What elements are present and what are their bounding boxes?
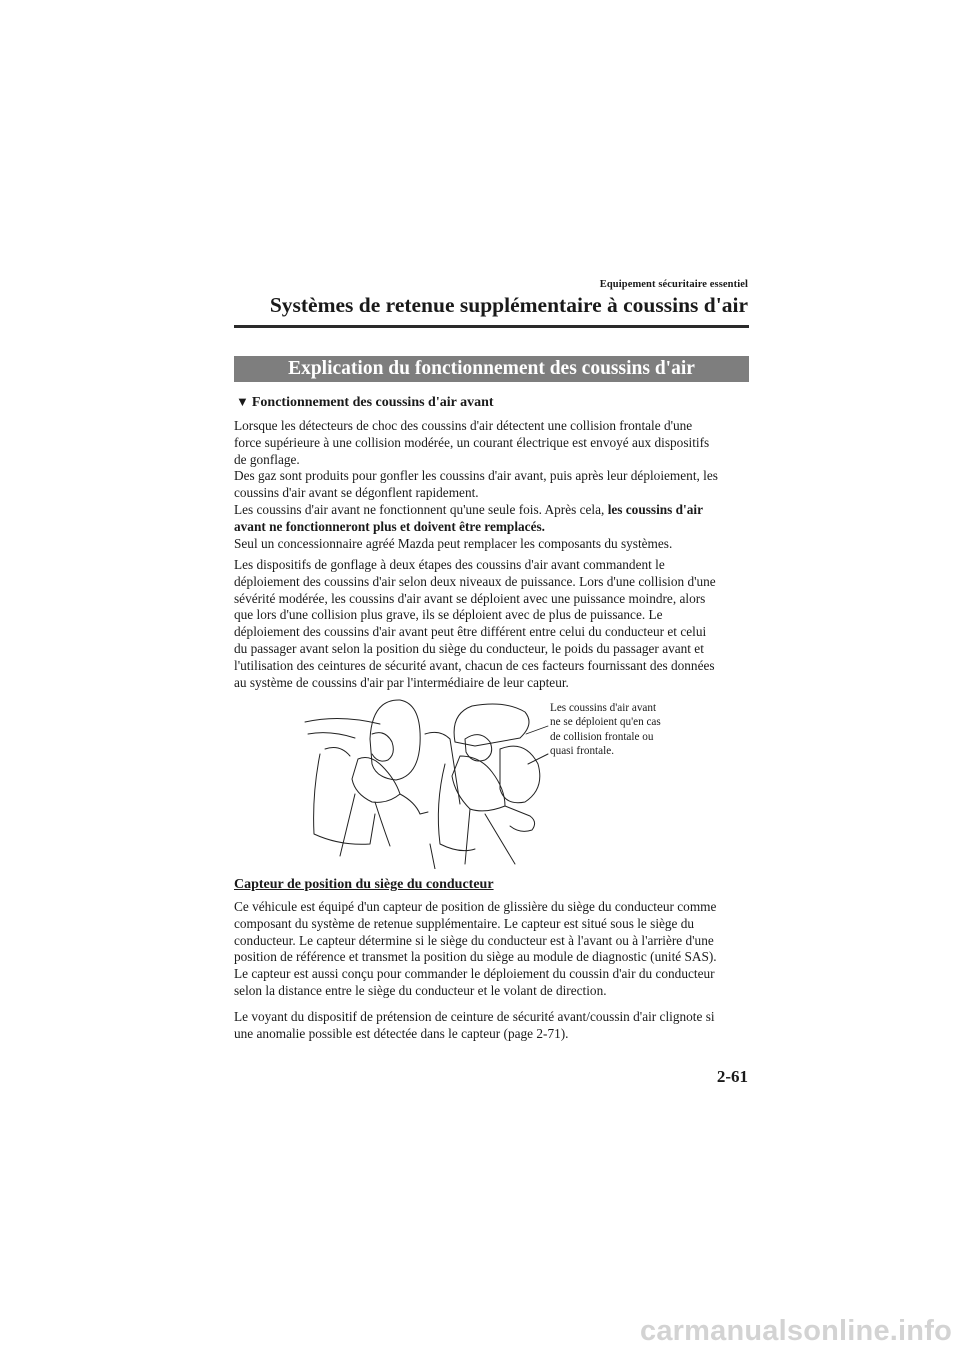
subsection-heading	[236, 394, 494, 411]
text-line: composant du système de retenue supplémentaire. Le capteur est situé sous le siège du	[234, 915, 695, 931]
figure-caption	[550, 701, 690, 759]
dash-line	[308, 733, 355, 738]
text-line: une anomalie possible est détectée dans le capteur (page 2-71).	[234, 1025, 569, 1041]
page-number: 2-61	[716, 1067, 748, 1086]
sensor-heading: Capteur de position du siège du conducteur	[234, 877, 494, 892]
warning-light-paragraph	[234, 1009, 754, 1043]
page-title: Systèmes de retenue supplémentaire à coussins d'air	[269, 293, 748, 317]
caption-leader-line	[526, 726, 548, 734]
text-line: l'utilisation des ceintures de sécurité avant, chacun de ces facteurs fournissant des données	[234, 657, 715, 673]
section-banner: Explication du fonctionnement des coussins d'air	[234, 356, 749, 382]
sensor-paragraph	[234, 899, 754, 1000]
watermark: carmanualsonline.info	[640, 1315, 952, 1347]
text-line: sévérité modérée, les coussins d'air avant se déploient avec une puissance moindre, alors	[234, 590, 706, 606]
text-line: de gonflage.	[234, 451, 300, 467]
caption-line: ne se déploient qu'en cas	[550, 716, 661, 729]
airbag-operation-paragraph	[234, 418, 754, 552]
page-subtitle: Equipement sécuritaire essentiel	[599, 279, 748, 290]
text-line: force supérieure à une collision modérée, un courant électrique est envoyé aux dispositifs	[234, 434, 710, 450]
text-line: Les dispositifs de gonflage à deux étapes des coussins d'air avant commandent le	[234, 557, 665, 572]
driver-torso	[352, 758, 400, 803]
text-line: Lorsque les détecteurs de choc des coussins d'air détectent une collision frontale d'une	[234, 418, 693, 433]
text-line: coussins d'air avant se dégonflent rapidement.	[234, 485, 479, 501]
text-line: Seul un concessionnaire agréé Mazda peut remplacer les composants du systèmes.	[234, 535, 673, 551]
text-line: Ce véhicule est équipé d'un capteur de position de glissière du siège du conducteur comme	[234, 899, 717, 914]
text-line	[234, 502, 754, 519]
text-line: du passager avant selon la position du siège du conducteur, le poids du passager avant et	[234, 640, 704, 656]
caption-line: de collision frontale ou	[550, 730, 654, 743]
driver-head	[372, 733, 393, 762]
text-line: Le voyant du dispositif de prétension de ceinture de sécurité avant/coussin d'air clignote si	[234, 1009, 715, 1024]
header-divider	[234, 325, 749, 328]
text-line: Des gaz sont produits pour gonfler les coussins d'air avant, puis après leur déploiement, les	[234, 468, 718, 484]
caption-line: quasi frontale.	[550, 745, 614, 758]
text-line: déploiement des coussins d'air avant peut être différent entre celui du conducteur et celui	[234, 624, 707, 640]
text-run: Les coussins d'air avant ne fonctionnent qu'une seule fois. Après cela,	[234, 501, 608, 517]
warning-text: avant ne fonctionneront plus et doivent être remplacés.	[234, 518, 545, 534]
warning-text: les coussins d'air	[607, 501, 703, 517]
text-line: position de référence et transmet la position du siège au module de diagnostic (unité SAS).	[234, 949, 717, 965]
dual-stage-paragraph	[234, 557, 754, 691]
driver-seat	[314, 754, 375, 844]
passenger-airbag	[500, 746, 540, 803]
text-line: au système de coussins d'air par l'intermédiaire de leur capteur.	[234, 674, 569, 690]
text-line: que lors d'une collision plus grave, ils se déploient avec de plus de puissance. Le	[234, 607, 663, 623]
text-line: conducteur. Le capteur détermine si le siège du conducteur est à l'avant ou à l'arrière d'une	[234, 932, 714, 948]
passenger-seat	[438, 764, 475, 851]
triangle-down-icon: ▼	[236, 394, 249, 409]
caption-line: Les coussins d'air avant	[550, 702, 657, 714]
passenger-legs	[505, 806, 535, 831]
text-line: Le capteur est aussi conçu pour commander le déploiement du coussin d'air du conducteur	[234, 966, 715, 982]
windshield-line	[305, 718, 380, 724]
text-line: déploiement des coussins d'air selon deux niveaux de puissance. Lors d'une collision d'une	[234, 573, 716, 589]
driver-airbag	[370, 700, 420, 780]
text-line: selon la distance entre le siège du conducteur et le volant de direction.	[234, 982, 607, 998]
subsection-title: Fonctionnement des coussins d'air avant	[251, 395, 494, 410]
